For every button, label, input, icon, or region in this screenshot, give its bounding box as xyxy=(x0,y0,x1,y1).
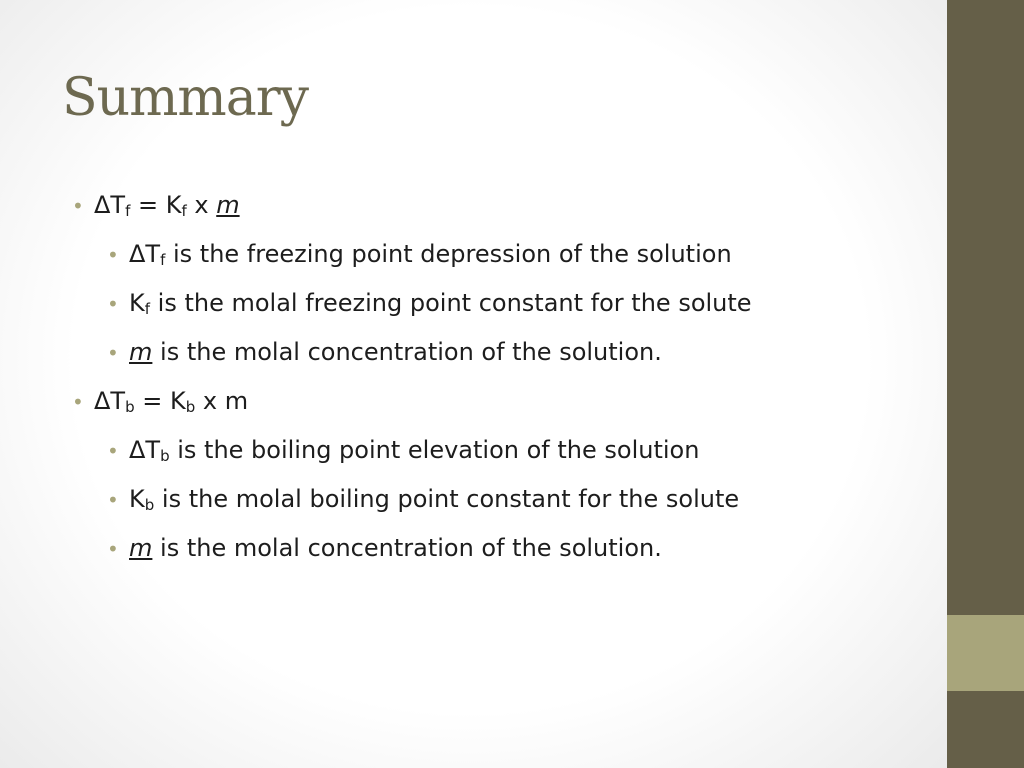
list-item-m-definition-freezing: • m is the molal concentration of the solution. xyxy=(107,332,662,372)
list-item-boiling-equation: • $\Delta T_b = K_b$ x m xyxy=(72,381,248,421)
list-item-freezing-equation: • $\Delta T_f = K_f$ x m xyxy=(72,185,240,225)
list-item-kf-definition: • $K_f$ is the molal freezing point constant for the solute xyxy=(107,283,752,323)
list-item-delta-tb-definition: • $\Delta T_b$ is the boiling point elevation of the solution xyxy=(107,430,699,470)
slide-title: Summary xyxy=(62,68,308,128)
bullet-icon: • xyxy=(72,194,84,218)
bullet-icon: • xyxy=(107,439,119,463)
bullet-icon: • xyxy=(107,488,119,512)
bullet-icon: • xyxy=(107,341,119,365)
list-item-m-definition-boiling: • m is the molal concentration of the solution. xyxy=(107,528,662,568)
bullet-icon: • xyxy=(107,537,119,561)
list-item-kb-definition: • $K_b$ is the molal boiling point constant for the solute xyxy=(107,479,739,519)
bullet-icon: • xyxy=(107,243,119,267)
bullet-icon: • xyxy=(72,390,84,414)
sidebar-accent-block xyxy=(947,615,1024,691)
bullet-icon: • xyxy=(107,292,119,316)
list-item-delta-tf-definition: • $\Delta T_f$ is the freezing point depression of the solution xyxy=(107,234,732,274)
